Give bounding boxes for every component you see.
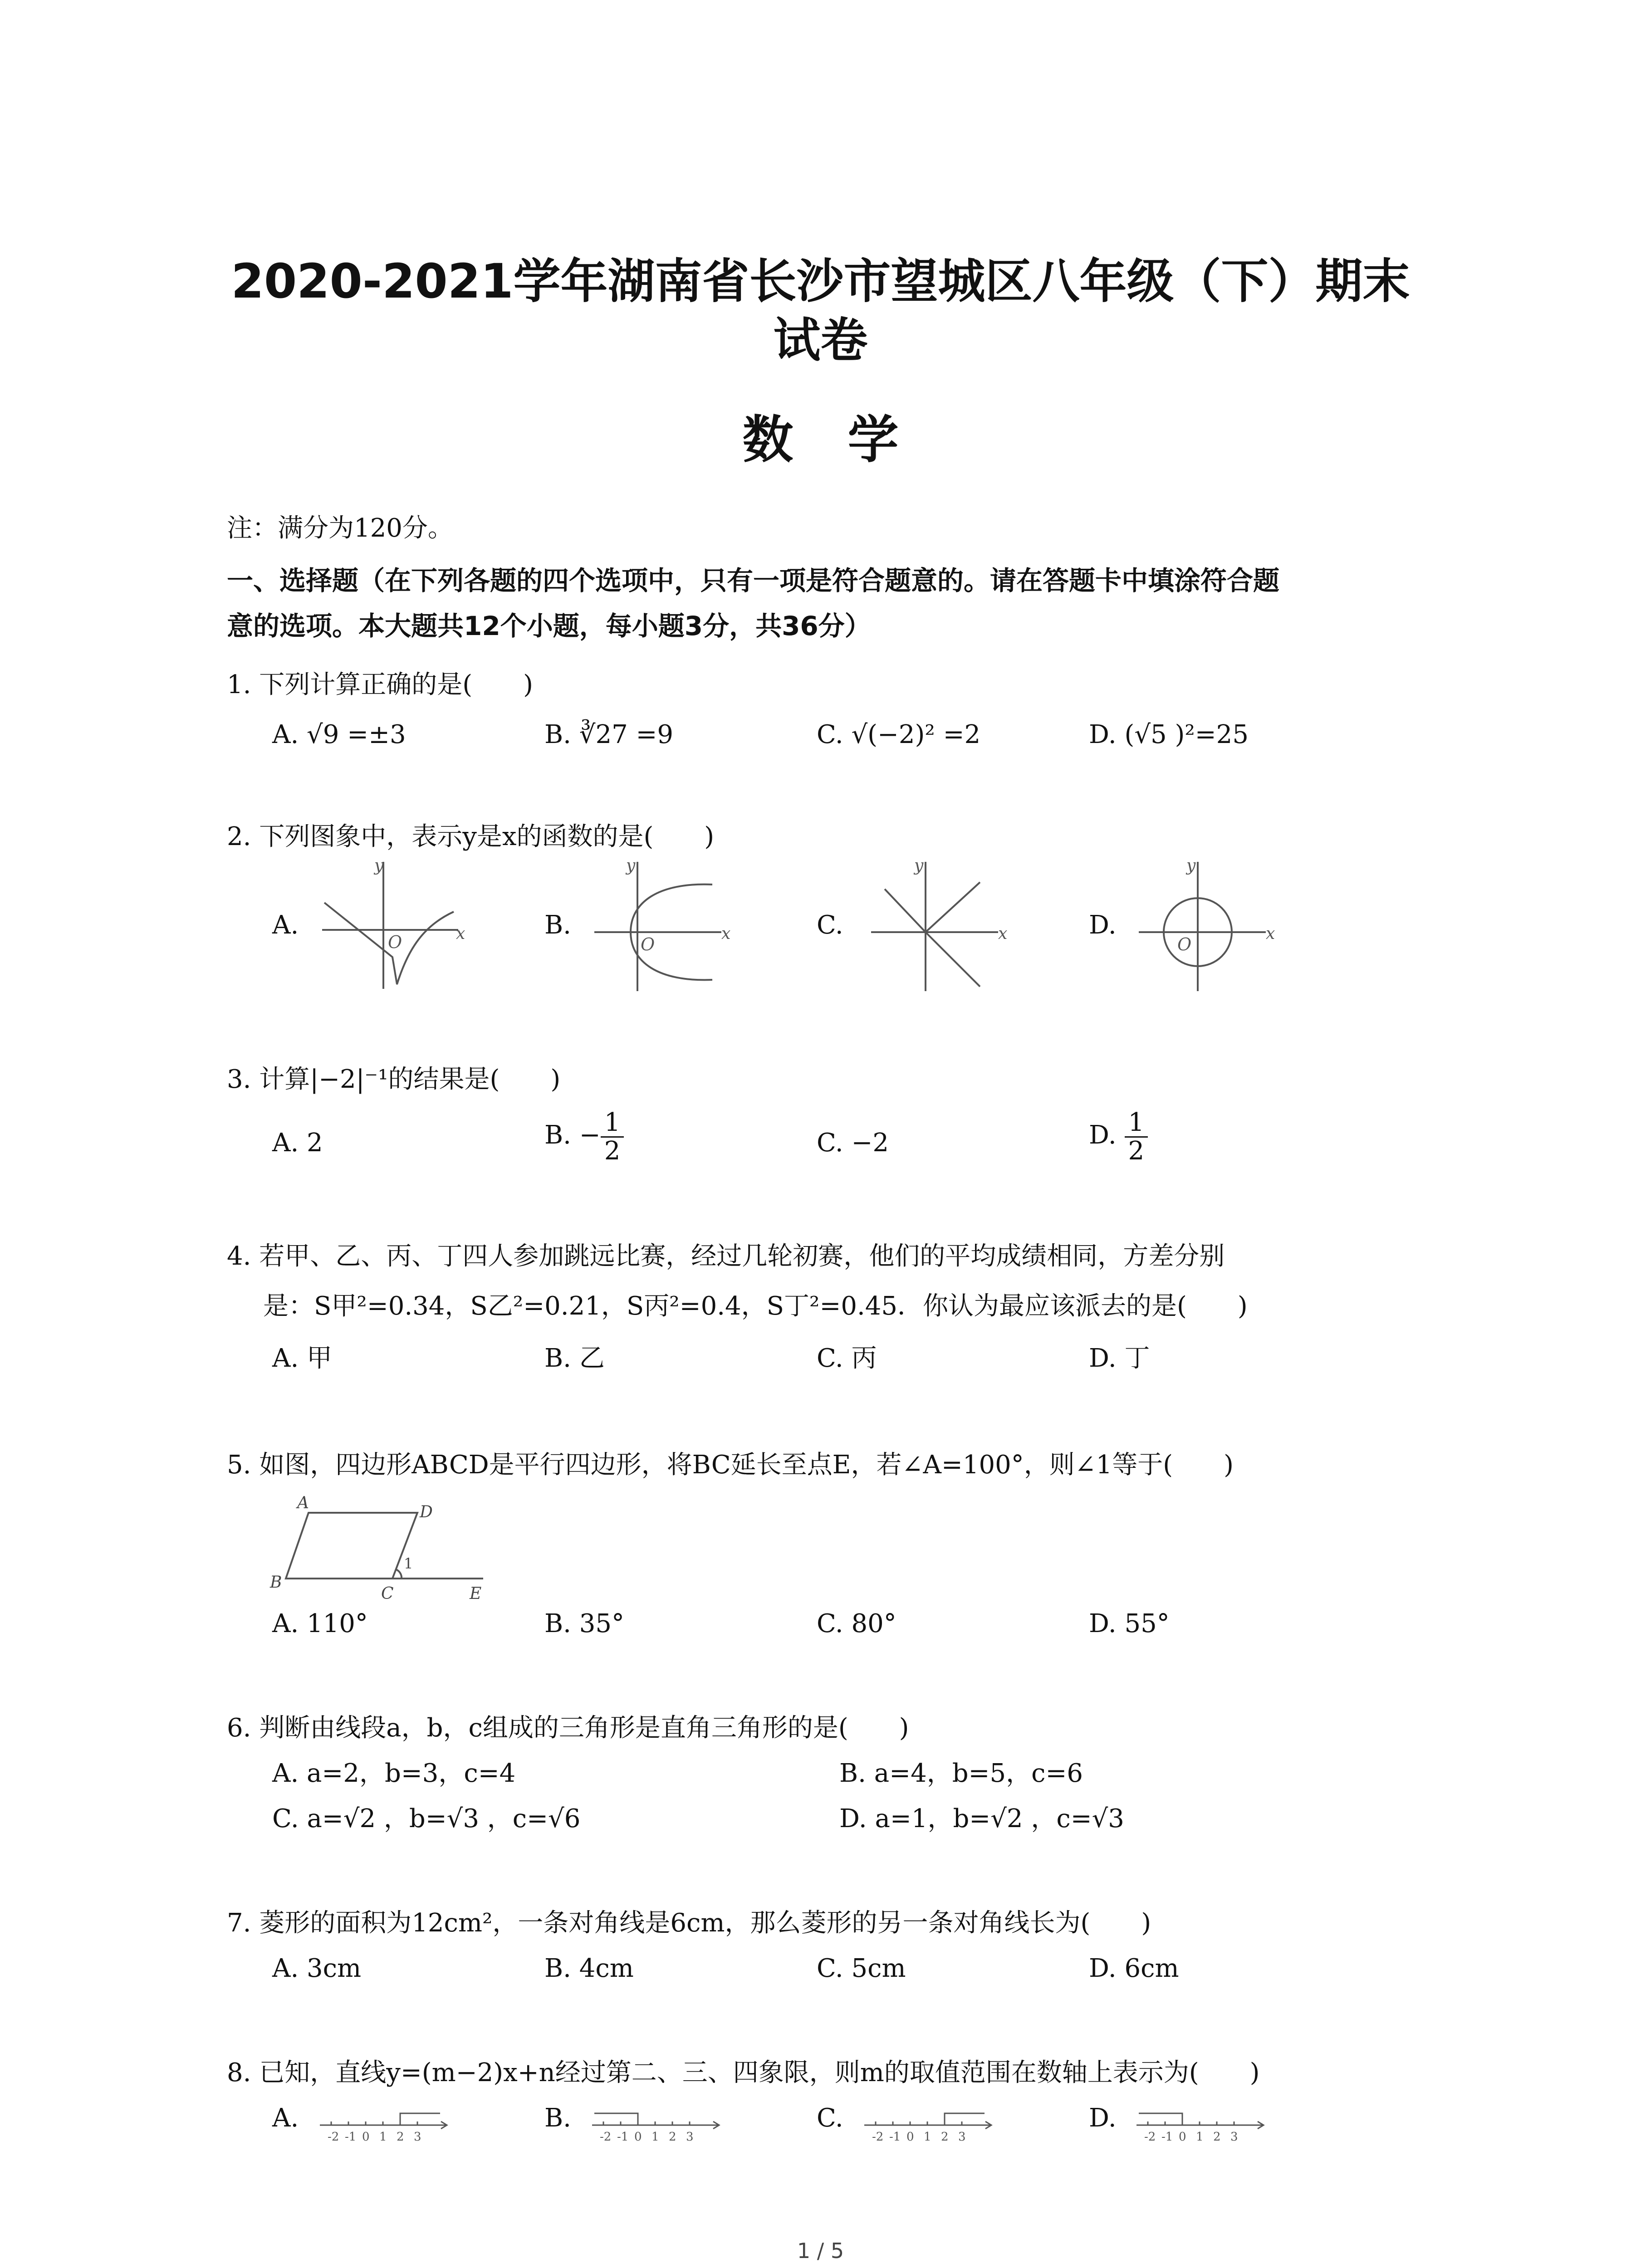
number-line-tick-label: 3 [686,2130,694,2144]
question-7-option-c: C. 5cm [817,1954,906,1983]
number-line-tick-label: -1 [617,2130,629,2144]
question-6-option-d: D. a=1，b=√2 ，c=√3 [839,1804,1124,1833]
question-8-stem: 8. 已知，直线y=(m−2)x+n经过第二、三、四象限，则m的取值范围在数轴上表示为( ) [227,2058,1260,2087]
graph-b-origin-label: O [641,934,655,954]
fraction-denominator: 2 [604,1136,621,1166]
exam-title-line1: 2020-2021学年湖南省长沙市望城区八年级（下）期末 [231,254,1410,309]
vertex-b-label: B [270,1573,282,1592]
vertex-a-label: A [297,1494,309,1512]
question-2-option-b: B. [544,910,571,940]
question-3-option-c: C. −2 [817,1128,889,1158]
page-number: 1 / 5 [797,2239,844,2263]
number-line-c [862,2100,998,2150]
question-7-option-a: A. 3cm [272,1954,362,1983]
question-2-option-d: D. [1089,910,1117,940]
fraction-numerator: 1 [601,1109,624,1138]
question-8-option-c: C. [817,2103,843,2133]
section-heading-line2: 意的选项。本大题共12个小题，每小题3分，共36分） [227,611,871,641]
question-4-option-a: A. 甲 [272,1344,333,1373]
number-line-tick-label: 3 [1230,2130,1238,2144]
graph-c-x-label: x [998,924,1008,943]
graph-a-y-label: y [374,856,384,875]
question-3-option-b-label: B. − [544,1120,601,1150]
graph-a-x-label: x [456,924,465,943]
number-line-tick-label: 2 [669,2130,676,2144]
number-line-tick-label: -2 [1144,2130,1156,2144]
question-8-option-a: A. [272,2103,299,2133]
graph-a [318,857,467,993]
number-line-b [590,2100,726,2150]
question-4-stem-line1: 4. 若甲、乙、丙、丁四人参加跳远比赛，经过几轮初赛，他们的平均成绩相同，方差分别 [227,1242,1225,1271]
number-line-tick-label: -2 [600,2130,612,2144]
point-e-label: E [470,1584,482,1603]
question-5-stem: 5. 如图，四边形ABCD是平行四边形，将BC延长至点E，若∠A=100°，则∠1等于( ) [227,1450,1234,1480]
subject-heading: 数学 [742,411,953,469]
question-1-option-b: B. ∛27 =9 [544,720,674,749]
question-6-stem: 6. 判断由线段a，b，c组成的三角形是直角三角形的是( ) [227,1713,909,1743]
number-line-tick-label: 1 [652,2130,659,2144]
fraction-one-half [601,1109,624,1165]
graph-d-x-label: x [1266,924,1275,943]
graph-d [1134,857,1284,993]
fraction-denominator: 2 [1128,1136,1145,1166]
number-line-tick-label: 1 [1196,2130,1204,2144]
question-3-option-a: A. 2 [272,1128,323,1158]
fraction-one-half [1125,1109,1148,1165]
vertex-c-label: C [381,1584,394,1603]
question-4-option-d: D. 丁 [1089,1344,1150,1373]
question-5-option-b: B. 35° [544,1609,625,1638]
graph-c [862,857,1012,993]
number-line-tick-label: -2 [872,2130,884,2144]
number-line-tick-label: 3 [958,2130,966,2144]
question-1-stem: 1. 下列计算正确的是( ) [227,670,533,699]
graph-c-y-label: y [914,856,924,875]
question-2-stem: 2. 下列图象中，表示y是x的函数的是( ) [227,822,715,851]
fraction-numerator: 1 [1125,1109,1148,1138]
number-line-tick-label: 0 [634,2130,642,2144]
question-5-option-a: A. 110° [272,1609,368,1638]
question-6-option-a: A. a=2，b=3，c=4 [272,1759,516,1788]
number-line-tick-label: -1 [889,2130,901,2144]
graph-b-x-label: x [721,924,731,943]
parallelogram-figure [268,1492,504,1606]
question-8-option-b: B. [544,2103,571,2133]
question-3-option-b [544,1109,624,1165]
question-1-option-a: A. √9 =±3 [272,720,406,749]
score-note: 注：满分为120分。 [227,513,453,543]
number-line-tick-label: -1 [345,2130,357,2144]
number-line-tick-label: 2 [397,2130,404,2144]
question-3-stem: 3. 计算|−2|⁻¹的结果是( ) [227,1065,561,1094]
question-3-option-d-label: D. [1089,1120,1117,1150]
question-7-option-b: B. 4cm [544,1954,634,1983]
question-7-stem: 7. 菱形的面积为12cm²，一条对角线是6cm，那么菱形的另一条对角线长为( ) [227,1908,1151,1938]
number-line-tick-label: 0 [1179,2130,1186,2144]
question-2-option-c: C. [817,910,843,940]
number-line-tick-label: 0 [906,2130,914,2144]
number-line-tick-label: 1 [924,2130,931,2144]
question-6-option-c: C. a=√2 ，b=√3 ，c=√6 [272,1804,581,1833]
exam-title-line2: 试卷 [773,313,868,368]
number-line-tick-label: 2 [941,2130,949,2144]
graph-b [590,857,740,993]
graph-b-y-label: y [626,856,636,875]
vertex-d-label: D [420,1503,433,1521]
section-heading-line1: 一、选择题（在下列各题的四个选项中，只有一项是符合题意的。请在答题卡中填涂符合题 [227,565,1280,596]
number-line-tick-label: -1 [1161,2130,1173,2144]
question-6-option-b: B. a=4，b=5，c=6 [839,1759,1083,1788]
question-1-option-d: D. (√5 )²=25 [1089,720,1249,749]
number-line-d [1134,2100,1270,2150]
number-line-tick-label: 0 [362,2130,370,2144]
question-4-option-b: B. 乙 [544,1344,605,1373]
question-5-option-c: C. 80° [817,1609,896,1638]
number-line-tick-label: 1 [379,2130,387,2144]
question-4-option-c: C. 丙 [817,1344,877,1373]
graph-a-origin-label: O [388,932,402,952]
question-4-stem-line2: 是：S甲²=0.34，S乙²=0.21，S丙²=0.4，S丁²=0.45．你认为最应该派去的是( ) [263,1291,1248,1321]
question-7-option-d: D. 6cm [1089,1954,1179,1983]
question-1-option-c: C. √(−2)² =2 [817,720,981,749]
graph-d-origin-label: O [1177,934,1192,954]
question-2-option-a: A. [272,910,299,940]
angle-1-label: 1 [404,1555,413,1572]
number-line-tick-label: 3 [414,2130,421,2144]
number-line-tick-label: -2 [328,2130,339,2144]
question-5-option-d: D. 55° [1089,1609,1170,1638]
graph-d-y-label: y [1186,856,1196,875]
number-line-tick-label: 2 [1213,2130,1221,2144]
question-3-option-d [1089,1109,1148,1165]
question-8-option-d: D. [1089,2103,1117,2133]
number-line-a [318,2100,454,2150]
